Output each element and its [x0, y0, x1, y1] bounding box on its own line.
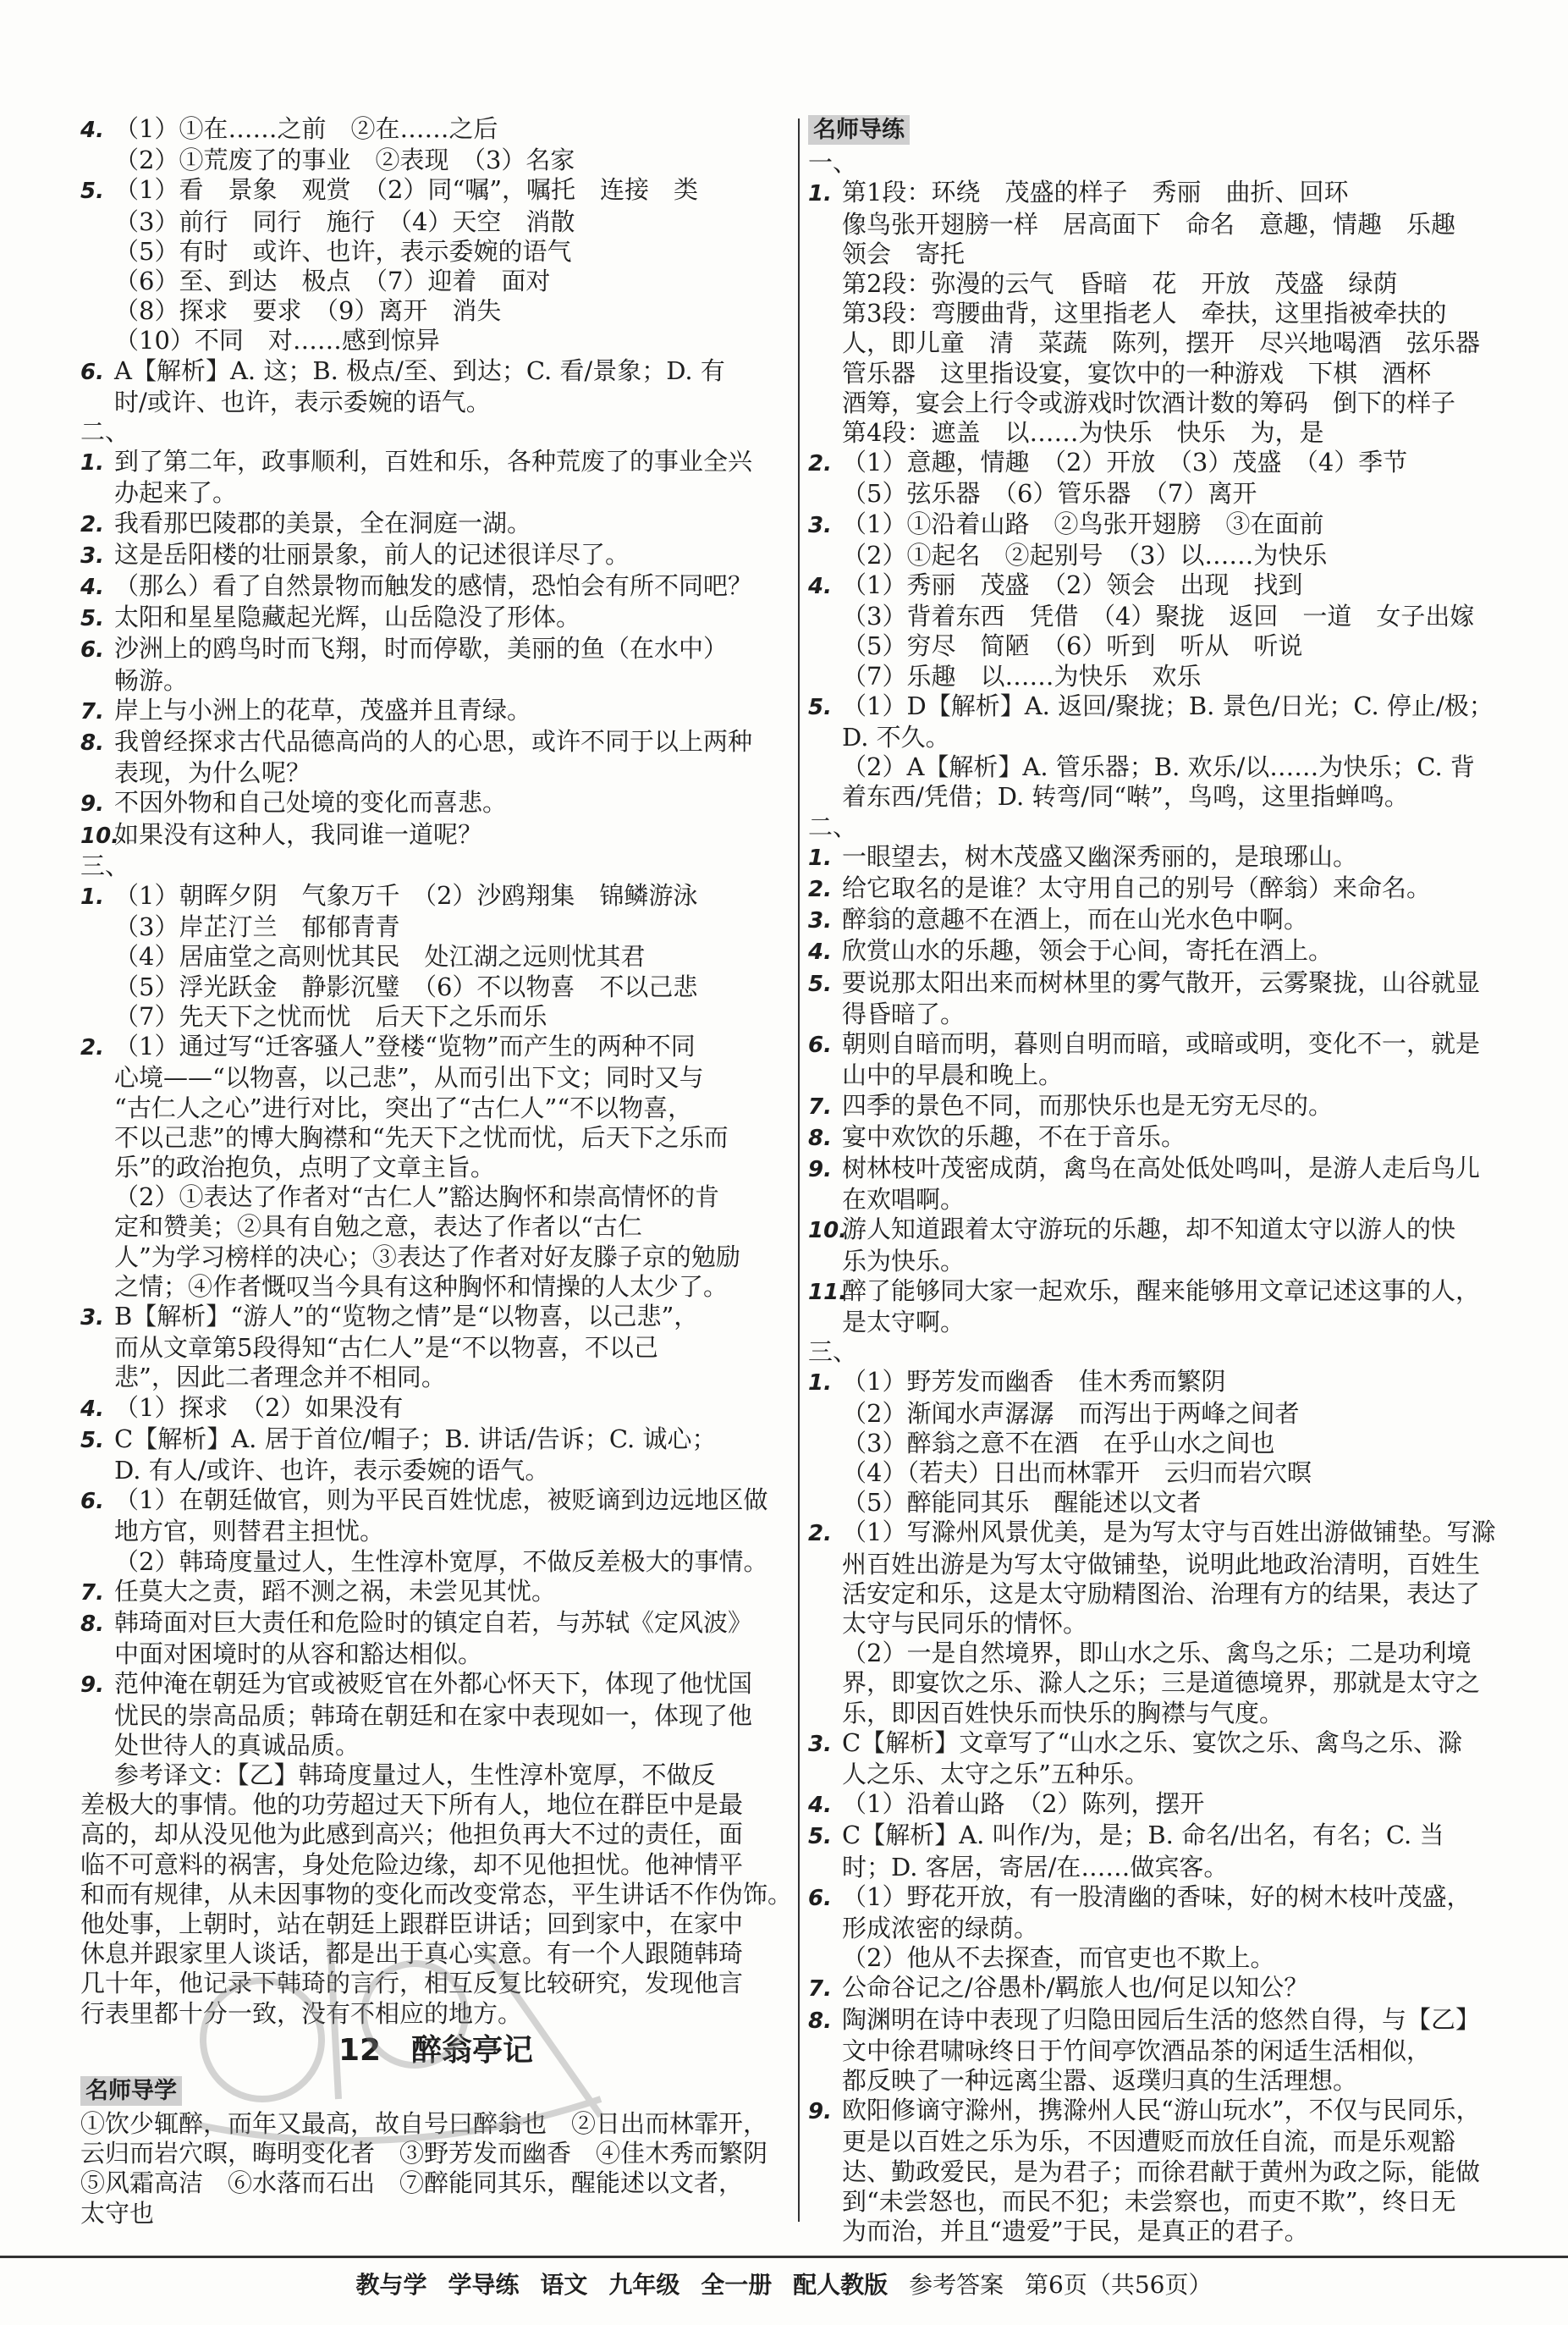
answer-continuation: 第3段：弯腰曲背，这里指老人 牵扶，这里指被牵扶的	[842, 299, 1447, 328]
answer-continuation: 人”为学习榜样的决心；③表达了作者对好友滕子京的勉励	[114, 1242, 740, 1271]
answer-continuation: 第2段：弥漫的云气 昏暗 花 开放 茂盛 绿荫	[842, 269, 1398, 299]
answer-line	[80, 1608, 791, 1639]
answer-continuation: 处世待人的真诚品质。	[114, 1730, 360, 1760]
section-marker: 二、	[808, 812, 858, 841]
answer-continuation: 心境——“以物喜，以己悲”，从而引出下文；同时又与	[114, 1063, 704, 1093]
answer-text: （1）秀丽 茂盛 （2）领会 出现 找到	[842, 570, 1303, 600]
answer-text: 给它取名的是谁？太守用自己的别号（醉翁）来命名。	[842, 873, 1432, 903]
paragraph-line: 太守也	[80, 2198, 155, 2228]
footer-volume: 全一册	[701, 2271, 773, 2299]
answer-continuation: 山中的早晨和晚上。	[842, 1061, 1064, 1090]
answer-line	[808, 968, 1494, 1000]
answer-continuation: （5）浮光跃金 静影沉璧 （6）不以物喜 不以己悲	[114, 972, 698, 1001]
answer-continuation: 人之乐、太守之乐”五种乐。	[842, 1759, 1149, 1788]
answer-line	[808, 1215, 1494, 1246]
answer-continuation: （2）渐闻水声潺潺 而泻出于两峰之间者	[842, 1398, 1300, 1428]
answer-continuation: D. 不久。	[842, 723, 950, 752]
answer-continuation: 而从文章第5段得知“古仁人”是“不以物喜，不以己	[114, 1333, 658, 1363]
answer-text: C【解析】文章写了“山水之乐、宴饮之乐、禽鸟之乐、滁	[842, 1727, 1463, 1757]
answer-text: 欣赏山水的乐趣，领会于心间，寄托在酒上。	[842, 936, 1334, 966]
answer-text: （1）探求 （2）如果没有	[114, 1392, 404, 1422]
answer-continuation: 太守与民同乐的情怀。	[842, 1608, 1088, 1638]
answer-text: （1）野芳发而幽香 佳木秀而繁阴	[842, 1367, 1226, 1397]
answer-text: 我看那巴陵郡的美景，全在洞庭一湖。	[114, 508, 532, 537]
question-number: 3.	[808, 1731, 832, 1757]
answer-continuation: 管乐器 这里指设宴，宴饮中的一种游戏 下棋 酒杯	[842, 358, 1432, 388]
question-number: 7.	[80, 698, 104, 724]
answer-continuation: 更是以百姓之乐为乐，不因遭贬而放任自流，而是乐观豁	[842, 2127, 1456, 2157]
question-number: 4.	[80, 1396, 104, 1422]
answer-line	[808, 873, 1494, 905]
answer-continuation: 酒筹，宴会上行令或游戏时饮酒计数的筹码 倒下的样子	[842, 388, 1456, 417]
answer-line	[808, 570, 1494, 602]
question-number: 7.	[808, 1094, 832, 1120]
question-number: 5.	[808, 694, 832, 720]
answer-line	[80, 571, 791, 603]
section-marker: 三、	[808, 1337, 858, 1367]
question-number: 1.	[80, 884, 104, 911]
question-number: 8.	[808, 1125, 832, 1151]
paragraph-line: 休息并跟家里人谈话，都是出于真心实意。有一个人跟随韩琦	[80, 1939, 744, 1969]
footer-grade: 九年级	[608, 2271, 680, 2299]
question-number: 3.	[80, 1304, 104, 1331]
question-number: 2.	[80, 511, 104, 537]
answer-line	[808, 1973, 1494, 2004]
answer-continuation: （2）A【解析】A. 管乐器；B. 欢乐/以……为快乐；C. 背	[842, 752, 1475, 782]
paragraph-line: 临不可意料的祸害，身处危险边缘，却不见他担忧。他神情平	[80, 1849, 744, 1879]
answer-line	[80, 1302, 791, 1333]
question-number: 10.	[808, 1218, 848, 1244]
question-number: 6.	[808, 1885, 832, 1911]
question-number: 8.	[80, 730, 104, 757]
paragraph-line: 几十年，他记录下韩琦的言行，相互反复比较研究，发现他言	[80, 1969, 744, 1998]
answer-text: 我曾经探求古代品德高尚的人的心思，或许不同于以上两种	[114, 727, 753, 757]
answer-line	[808, 1728, 1494, 1760]
answer-continuation: （2）一是自然境界，即山水之乐、禽鸟之乐；二是功利境	[842, 1639, 1472, 1668]
answer-continuation: （8）探求 要求 （9）离开 消失	[114, 296, 502, 326]
paragraph-line: 云归而岩穴暝，晦明变化者 ③野芳发而幽香 ④佳木秀而繁阴	[80, 2139, 768, 2168]
question-number: 3.	[80, 543, 104, 569]
answer-continuation: 乐”的政治抱负，点明了文章主旨。	[114, 1152, 495, 1182]
answer-text: A【解析】A. 这；B. 极点/至、到达；C. 看/景象；D. 有	[114, 355, 725, 385]
section-marker: 二、	[80, 417, 130, 447]
answer-line	[808, 2005, 1494, 2036]
answer-line	[808, 905, 1494, 936]
question-number: 5.	[808, 1824, 832, 1850]
answer-continuation: 之情；④作者慨叹当今具有这种胸怀和情操的人太少了。	[114, 1271, 729, 1301]
answer-line	[80, 356, 791, 388]
answer-continuation: 人，即儿童 清 菜蔬 陈列，摆开 尽兴地喝酒 弦乐器	[842, 328, 1481, 358]
question-number: 5.	[80, 606, 104, 632]
answer-line	[80, 1669, 791, 1700]
answer-continuation: 畅游。	[114, 665, 189, 695]
answer-text: 韩琦面对巨大责任和危险时的镇定自若，与苏轼《定风波》	[114, 1607, 753, 1637]
answer-continuation: 办起来了。	[114, 478, 238, 508]
answer-line	[808, 1518, 1494, 1549]
paragraph-line: 行表里都十分一致，没有不相应的地方。	[80, 1998, 523, 2028]
answer-continuation: （5）弦乐器 （6）管乐器 （7）离开	[842, 479, 1257, 509]
paragraph-line: ⑤风霜高洁 ⑥水落而石出 ⑦醉能同其乐，醒能述以文者，	[80, 2168, 744, 2198]
answer-continuation: 活安定和乐，这是太守励精图治、治理有方的结果，表达了	[842, 1578, 1481, 1608]
answer-continuation: 忧民的崇高品质；韩琦在朝廷和在家中表现如一，体现了他	[114, 1700, 753, 1730]
answer-continuation: （3）岸芷汀兰 郁郁青青	[114, 912, 400, 942]
answer-line	[80, 603, 791, 634]
answer-line	[808, 842, 1494, 873]
answer-continuation: （5）醉能同其乐 醒能述以文者	[842, 1488, 1202, 1518]
question-number: 6.	[80, 359, 104, 385]
answer-continuation: 中面对困境时的从容和豁达相似。	[114, 1639, 483, 1669]
answer-continuation: （10）不同 对……感到惊异	[114, 326, 440, 355]
answer-text: 如果没有这种人，我同谁一道呢？	[114, 819, 483, 849]
answer-line	[808, 510, 1494, 541]
question-number: 11.	[808, 1279, 848, 1305]
answer-continuation: 界，即宴饮之乐、滁人之乐；三是道德境界，那就是太守之	[842, 1668, 1481, 1698]
answer-continuation: （3）背着东西 凭借 （4）聚拢 返回 一道 女子出嫁	[842, 602, 1475, 631]
answer-continuation: 州百姓出游是为写太守做铺垫，说明此地政治清明，百姓生	[842, 1549, 1481, 1578]
answer-text: 任莫大之责，蹈不测之祸，未尝见其忧。	[114, 1576, 557, 1606]
answer-text: 宴中欢饮的乐趣，不在于音乐。	[842, 1121, 1186, 1151]
answer-text: （那么）看了自然景物而触发的感情，恐怕会有所不同吧？	[114, 571, 753, 601]
answer-continuation: 形成浓密的绿荫。	[842, 1913, 1039, 1942]
answer-text: （1）通过写“迁客骚人”登楼“览物”而产生的两种不同	[114, 1032, 696, 1061]
answer-continuation: （2）①起名 ②起别号 （3）以……为快乐	[842, 540, 1328, 570]
answer-line	[808, 1821, 1494, 1852]
footer-brand: 教与学	[355, 2271, 427, 2299]
answer-text: （1）①沿着山路 ②鸟张开翅膀 ③在面前	[842, 509, 1324, 538]
answer-line	[80, 1424, 791, 1456]
question-number: 6.	[80, 1489, 104, 1515]
answer-continuation: 得昏暗了。	[842, 999, 966, 1028]
answer-text: （1）D【解析】A. 返回/聚拢；B. 景色/日光；C. 停止/极；	[842, 691, 1494, 720]
question-number: 4.	[808, 939, 832, 966]
answer-continuation: 着东西/凭借；D. 转弯/同“啭”，鸟鸣，这里指蝉鸣。	[842, 782, 1409, 812]
answer-continuation: （2）①表达了作者对“古仁人”豁达胸怀和崇高情怀的肯	[114, 1182, 720, 1212]
question-number: 1.	[808, 845, 832, 871]
answer-continuation: （3）醉翁之意不在酒 在乎山水之间也	[842, 1428, 1275, 1457]
question-number: 3.	[808, 908, 832, 934]
question-number: 1.	[80, 450, 104, 477]
section-heading: 名师导练	[808, 115, 910, 145]
answer-text: 范仲淹在朝廷为官或被贬官在外都心怀天下，体现了他忧国	[114, 1669, 753, 1699]
answer-line	[80, 1032, 791, 1063]
answer-continuation: （2）①荒废了的事业 ②表现 （3）名家	[114, 146, 575, 175]
question-number: 2.	[808, 877, 832, 903]
paragraph-line: 和而有规律，从未因事物的变化而改变常态，平生讲话不作伪饰。	[80, 1879, 793, 1909]
answer-line	[808, 448, 1494, 479]
answer-text: （1）看 景象 观赏 （2）同“嘱”，嘱托 连接 类	[114, 175, 699, 205]
answer-continuation: 达、勤政爱民，是为君子；而徐君献于黄州为政之际，能做	[842, 2157, 1481, 2186]
answer-line	[80, 540, 791, 571]
question-number: 4.	[808, 574, 832, 600]
question-number: 9.	[80, 791, 104, 818]
answer-line	[80, 175, 791, 207]
question-number: 9.	[808, 2099, 832, 2125]
answer-continuation: 时/或许、也许，表示委婉的语气。	[114, 387, 491, 416]
answer-text: 这是岳阳楼的壮丽景象，前人的记述很详尽了。	[114, 539, 630, 569]
answer-text: （1）在朝廷做官，则为平民百姓忧虑，被贬谪到边远地区做	[114, 1485, 768, 1515]
question-number: 5.	[80, 1427, 104, 1453]
answer-continuation: 不以己悲”的博大胸襟和“先天下之忧而忧，后天下之乐而	[114, 1122, 729, 1152]
paragraph-line: ①饮少辄醉，而年又最高，故自号曰醉翁也 ②日出而林霏开，	[80, 2109, 768, 2138]
footer-series: 学导练	[448, 2271, 520, 2299]
answer-continuation: 领会 寄托	[842, 239, 966, 268]
question-number: 1.	[808, 1370, 832, 1397]
answer-continuation: （5）有时 或许、也许，表示委婉的语气	[114, 236, 572, 266]
answer-text: C【解析】A. 叫作/为，是；B. 命名/出名，有名；C. 当	[842, 1821, 1444, 1850]
answer-continuation: （2）韩琦度量过人，生性淳朴宽厚，不做反差极大的事情。	[114, 1546, 768, 1576]
question-number: 6.	[808, 1033, 832, 1059]
question-number: 3.	[808, 512, 832, 538]
answer-text: C【解析】A. 居于首位/帽子；B. 讲话/告诉；C. 诚心；	[114, 1424, 717, 1453]
answer-text: 到了第二年，政事顺利，百姓和乐，各种荒废了的事业全兴	[114, 447, 753, 477]
answer-text: （1）朝晖夕阴 气象万千 （2）沙鸥翔集 锦鳞游泳	[114, 881, 698, 911]
footer-page-number: 第6页（共56页）	[1025, 2271, 1213, 2299]
question-number: 10.	[80, 823, 120, 849]
section-marker: 一、	[808, 148, 858, 178]
paragraph-line: 他处事，上朝时，站在朝廷上跟群臣讲话；回到家中，在家中	[80, 1909, 744, 1938]
answer-continuation: 都反映了一种远离尘嚣、返璞归真的生活理想。	[842, 2066, 1358, 2095]
answer-text: （1）沿着山路 （2）陈列，摆开	[842, 1789, 1205, 1819]
question-number: 6.	[80, 637, 104, 664]
answer-continuation: 参考译文：【乙】韩琦度量过人，生性淳朴宽厚，不做反	[114, 1760, 716, 1789]
question-number: 2.	[80, 1035, 104, 1061]
paragraph-line: 高的，却从没见他为此感到高兴；他担负再大不过的责任，面	[80, 1820, 744, 1849]
answer-line	[808, 1789, 1494, 1821]
answer-continuation: 时；D. 客居，寄居/在……做宾客。	[842, 1852, 1229, 1881]
answer-continuation: 到“未尝怒也，而民不犯；未尝察也，而吏不欺”，终日无	[842, 2186, 1456, 2216]
answer-text: 陶渊明在诗中表现了归隐田园后生活的悠然自得，与【乙】	[842, 2004, 1481, 2034]
answer-line	[80, 1485, 791, 1517]
question-number: 8.	[80, 1611, 104, 1637]
answer-text: 醉了能够同大家一起欢乐，醒来能够用文章记述这事的人，	[842, 1275, 1481, 1305]
right-column	[808, 114, 1494, 2246]
question-number: 7.	[80, 1579, 104, 1606]
answer-text: 公命谷记之/谷愚朴/羁旅人也/何足以知公？	[842, 1973, 1309, 2003]
section-heading: 名师导学	[80, 2076, 182, 2106]
lesson-title: 12 醉翁亭记	[338, 2032, 534, 2068]
answer-text: 欧阳修谪守滁州，携滁州人民“游山玩水”，不仅与民同乐，	[842, 2096, 1481, 2125]
answer-line	[80, 820, 791, 851]
answer-line	[80, 696, 791, 727]
answer-text: （1）野花开放，有一股清幽的香味，好的树木枝叶茂盛，	[842, 1881, 1472, 1911]
question-number: 2.	[808, 451, 832, 477]
question-number: 1.	[808, 181, 832, 207]
column-divider	[798, 118, 800, 2222]
answer-continuation: 定和赞美；②具有自勉之意，表达了作者以“古仁	[114, 1212, 642, 1242]
question-number: 5.	[80, 179, 104, 205]
question-number: 9.	[808, 1156, 832, 1182]
answer-line	[808, 178, 1494, 209]
answer-text: 沙洲上的鸥鸟时而飞翔，时而停歇，美丽的鱼（在水中）	[114, 634, 729, 664]
question-number: 4.	[808, 1793, 832, 1819]
answer-line	[808, 1367, 1494, 1398]
footer-subject: 语文	[540, 2271, 588, 2299]
answer-text: B【解析】“游人”的“览物之情”是“以物喜，以己悲”，	[114, 1301, 699, 1331]
answer-continuation: 第4段：遮盖 以……为快乐 快乐 为，是	[842, 418, 1324, 448]
answer-continuation: （4）居庙堂之高则忧其民 处江湖之远则忧其君	[114, 942, 646, 972]
answer-line	[808, 2096, 1494, 2127]
answer-line	[808, 1029, 1494, 1061]
answer-text: 朝则自暗而明，暮则自明而暗，或暗或明，变化不一，就是	[842, 1029, 1481, 1059]
answer-continuation: 是太守啊。	[842, 1307, 966, 1336]
answer-continuation: （2）他从不去探查，而官吏也不欺上。	[842, 1943, 1275, 1973]
section-marker: 三、	[80, 851, 130, 880]
answer-continuation: 乐为快乐。	[842, 1246, 966, 1275]
answer-continuation: （4）（若夫）日出而林霏开 云归而岩穴暝	[842, 1457, 1312, 1487]
answer-text: 太阳和星星隐藏起光辉，山岳隐没了形体。	[114, 603, 581, 632]
page-footer	[0, 2256, 1568, 2300]
answer-line	[808, 1154, 1494, 1185]
answer-text: 树林枝叶茂密成荫，禽鸟在高处低处鸣叫，是游人走后鸟儿	[842, 1153, 1481, 1182]
answer-line	[80, 1577, 791, 1608]
answer-text: 第1段：环绕 茂盛的样子 秀丽 曲折、回环	[842, 178, 1349, 207]
answer-continuation: （7）乐趣 以……为快乐 欢乐	[842, 661, 1202, 691]
answer-text: 不因外物和自己处境的变化而喜悲。	[114, 788, 508, 818]
answer-line	[808, 936, 1494, 967]
footer-section: 参考答案	[909, 2271, 1004, 2299]
question-number: 9.	[80, 1672, 104, 1699]
answer-line	[80, 447, 791, 478]
answer-text: （1）写滁州风景优美，是为写太守与百姓出游做铺垫。写滁	[842, 1518, 1496, 1547]
answer-continuation: “古仁人之心”进行对比，突出了“古仁人”“不以物喜，	[114, 1093, 693, 1122]
answer-text: 醉翁的意趣不在酒上，而在山光水色中啊。	[842, 905, 1309, 934]
answer-continuation: （6）至、到达 极点 （7）迎着 面对	[114, 267, 551, 296]
answer-text: （1）意趣，情趣 （2）开放 （3）茂盛 （4）季节	[842, 448, 1408, 477]
answer-text: 游人知道跟着太守游玩的乐趣，却不知道太守以游人的快	[842, 1215, 1456, 1244]
question-number: 4.	[80, 575, 104, 601]
footer-edition: 配人教版	[793, 2271, 889, 2299]
answer-text: 要说那太阳出来而树林里的雾气散开，云雾聚拢，山谷就显	[842, 967, 1481, 997]
question-number: 8.	[808, 2008, 832, 2034]
answer-continuation: 像鸟张开翅膀一样 居高面下 命名 意趣，情趣 乐趣	[842, 209, 1456, 239]
answer-continuation: 乐，即因百姓快乐而快乐的胸襟与气度。	[842, 1698, 1285, 1727]
answer-continuation: D. 有人/或许、也许，表示委婉的语气。	[114, 1455, 550, 1485]
paragraph-line: 差极大的事情。他的功劳超过天下所有人，地位在群臣中是最	[80, 1790, 744, 1820]
answer-continuation: 为而治，并且“遗爱”于民，是真正的君子。	[842, 2217, 1309, 2246]
watermark-logo	[161, 1845, 635, 2201]
answer-line	[808, 1122, 1494, 1154]
answer-line	[80, 881, 791, 912]
question-number: 2.	[808, 1521, 832, 1547]
answer-continuation: （7）先天下之忧而忧 后天下之乐而乐	[114, 1001, 547, 1031]
answer-line	[808, 1276, 1494, 1308]
answer-line	[808, 1882, 1494, 1914]
answer-continuation: 表现，为什么呢？	[114, 758, 311, 788]
answer-line	[80, 114, 791, 146]
question-number: 4.	[80, 118, 104, 143]
answer-text: 一眼望去，树木茂盛又幽深秀丽的，是琅琊山。	[842, 841, 1358, 871]
question-number: 5.	[808, 971, 832, 997]
answer-text: 岸上与小洲上的花草，茂盛并且青绿。	[114, 695, 532, 724]
answer-continuation: 文中徐君啸咏终日于竹间亭饮酒品茶的闲适生活相似，	[842, 2036, 1432, 2065]
answer-line	[808, 1091, 1494, 1122]
answer-line	[80, 634, 791, 665]
answer-continuation: （3）前行 同行 施行 （4）天空 消散	[114, 207, 575, 236]
answer-text: （1）①在……之前 ②在……之后	[114, 114, 498, 143]
answer-line	[80, 788, 791, 819]
answer-continuation: 地方官，则替君主担忧。	[114, 1517, 385, 1546]
answer-line	[80, 509, 791, 540]
answer-text: 四季的景色不同，而那快乐也是无穷无尽的。	[842, 1090, 1334, 1120]
answer-line	[808, 691, 1494, 723]
section-heading-row	[808, 114, 1494, 148]
question-number: 7.	[808, 1976, 832, 2003]
answer-line	[80, 727, 791, 758]
answer-line	[80, 1393, 791, 1424]
answer-continuation: （5）穷尽 简陋 （6）听到 听从 听说	[842, 631, 1303, 661]
answer-continuation: 悲”，因此二者理念并不相同。	[114, 1363, 446, 1392]
answer-continuation: 在欢唱啊。	[842, 1185, 966, 1215]
